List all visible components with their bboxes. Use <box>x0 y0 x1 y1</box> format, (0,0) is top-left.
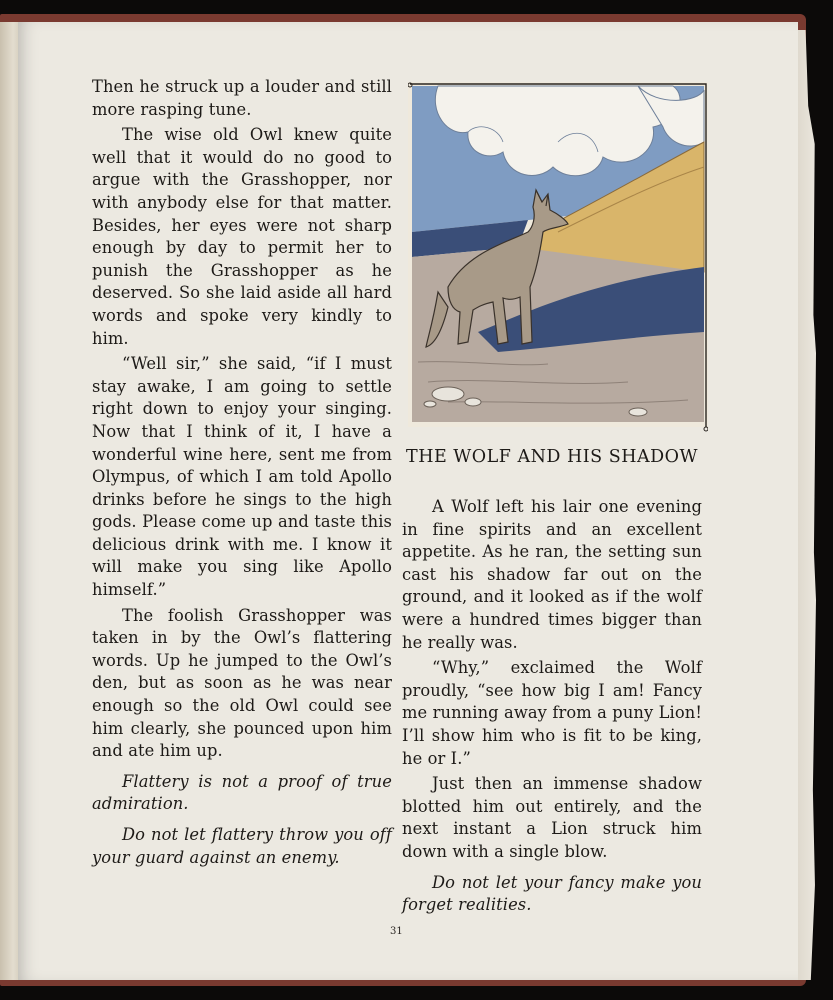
paragraph: “Well sir,” she said, “if I must stay awake, I am going to settle right down to enjoy your singing. Now that I think of it, I have a wonderful wine here, sent me from Olympus, of which I am told Apollo drinks before he sings to the high gods. Please come up and taste this delicious drink with me. I know it will make you sing like Apollo himself.” <box>92 354 392 600</box>
moral-text: Flattery is not a proof of true admiration. <box>92 771 392 814</box>
left-text-column <box>92 76 392 869</box>
wolf-illustration <box>408 82 708 432</box>
paragraph: Just then an immense shadow blotted him out entirely, and the next instant a Lion struck him down with a single blow. <box>402 774 702 861</box>
moral-text: Do not let your fancy make you forget realities. <box>402 872 702 915</box>
paragraph: The foolish Grasshopper was taken in by the Owl’s flattering words. Up he jumped to the Owl’s den, but as soon as he was near enough so the old Owl could see him clearly, she pounced upon him and ate him up. <box>92 605 392 761</box>
paragraph: Then he struck up a louder and still more rasping tune. <box>92 77 392 119</box>
book-page <box>18 22 798 980</box>
story-title: THE WOLF AND HIS SHADOW <box>406 447 698 467</box>
paragraph: “Why,” exclaimed the Wolf proudly, “see how big I am! Fancy me running away from a puny Lion! I’ll show him who is fit to be king, he or I.” <box>402 658 702 768</box>
paragraph: The wise old Owl knew quite well that it would do no good to argue with the Grasshopper, nor with anybody else for that matter. Besides, her eyes were not sharp enough by day to permit her to punish the Grasshopper as he deserved. So she laid aside all hard words and spoke very kindly to him. <box>92 125 392 348</box>
moral-text: Do not let flattery throw you off your guard against an enemy. <box>92 825 392 867</box>
right-text-column <box>402 496 702 917</box>
paragraph: A Wolf left his lair one evening in fine spirits and an excellent appetite. As he ran, the setting sun cast his shadow far out on the ground, and it looked as if the wolf were a hundred times bigger than he really was. <box>402 497 702 652</box>
page-number: 31 <box>390 926 403 937</box>
